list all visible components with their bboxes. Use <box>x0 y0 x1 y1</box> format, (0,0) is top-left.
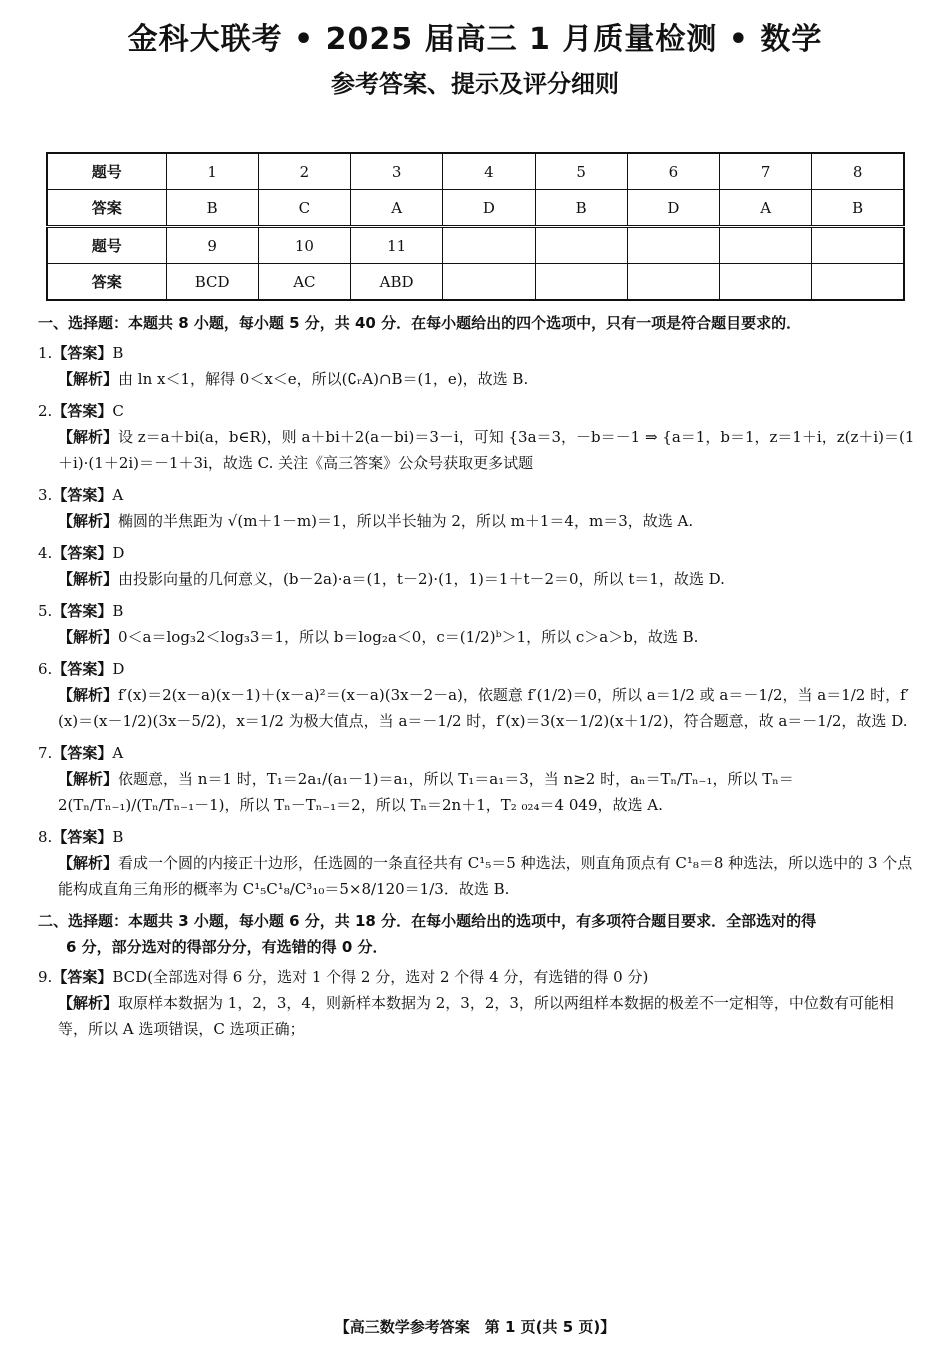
question-number: 9. <box>38 968 53 986</box>
table-cell <box>443 227 535 264</box>
answer-tag: 【答案】 <box>52 544 113 562</box>
table-header-answer: 答案 <box>47 190 166 227</box>
answer-tag: 【答案】 <box>52 828 113 846</box>
table-cell: B <box>535 190 627 227</box>
question-answer <box>38 398 918 424</box>
question-number: 2. <box>38 402 53 420</box>
question-number: 1. <box>38 344 53 362</box>
table-cell <box>535 227 627 264</box>
question-answer <box>38 656 918 682</box>
analysis-tag: 【解析】 <box>58 570 119 588</box>
analysis-tag: 【解析】 <box>58 628 119 646</box>
question-analysis <box>38 682 918 734</box>
analysis-text: 依题意，当 n＝1 时，T₁＝2a₁/(a₁－1)＝a₁，所以 T₁＝a₁＝3，当 n≥2 时，aₙ＝Tₙ/Tₙ₋₁，所以 Tₙ＝2(Tₙ/Tₙ₋₁)/(Tₙ/Tₙ₋₁－1)，所以 Tₙ－Tₙ₋₁＝2，所以 Tₙ＝2n＋1，T₂ ₀₂₄＝4 049，故选 A. <box>58 770 794 814</box>
table-cell: BCD <box>166 264 258 301</box>
question-analysis <box>38 566 918 592</box>
table-cell: 6 <box>627 153 719 190</box>
table-cell <box>720 227 812 264</box>
question-answer <box>38 740 918 766</box>
analysis-tag: 【解析】 <box>58 370 119 388</box>
table-cell: 1 <box>166 153 258 190</box>
table-cell: 5 <box>535 153 627 190</box>
page-footer: 【高三数学参考答案 第 1 页(共 5 页)】 <box>334 1318 616 1336</box>
question-answer <box>38 824 918 850</box>
answer-tag: 【答案】 <box>52 744 113 762</box>
table-cell: 7 <box>720 153 812 190</box>
table-cell: A <box>720 190 812 227</box>
answer-value: B <box>112 602 124 620</box>
question-analysis <box>38 508 918 534</box>
table-cell <box>535 264 627 301</box>
table-cell: 11 <box>351 227 443 264</box>
table-header-number: 题号 <box>47 227 166 264</box>
section-heading-line: 6 分，部分选对的得部分分，有选错的得 0 分． <box>66 938 388 956</box>
section-heading-line: 二、选择题：本题共 3 小题，每小题 6 分，共 18 分．在每小题给出的选项中，有多项符合题目要求．全部选对的得 <box>38 912 817 930</box>
table-cell <box>443 264 535 301</box>
question-number: 3. <box>38 486 53 504</box>
question-analysis <box>38 366 918 392</box>
analysis-text: 椭圆的半焦距为 √(m＋1－m)＝1，所以半长轴为 2，所以 m＋1＝4，m＝3，故选 A. <box>118 512 694 530</box>
answer-tag: 【答案】 <box>52 402 113 420</box>
analysis-text: 由 ln x＜1，解得 0＜x＜e，所以(∁ᵣA)∩B＝(1，e)，故选 B. <box>118 370 529 388</box>
answer-value: A <box>112 486 124 504</box>
question-answer <box>38 340 918 366</box>
answer-tag: 【答案】 <box>52 660 113 678</box>
answer-value: A <box>112 744 124 762</box>
table-cell <box>812 227 904 264</box>
question-answer <box>38 540 918 566</box>
table-cell: 8 <box>812 153 904 190</box>
answer-value: B <box>112 344 124 362</box>
answer-value: BCD(全部选对得 6 分，选对 1 个得 2 分，选对 2 个得 4 分，有选错的得 0 分) <box>112 968 649 986</box>
table-row <box>47 190 904 227</box>
analysis-text: f′(x)＝2(x－a)(x－1)＋(x－a)²＝(x－a)(3x－2－a)，依题意 f′(1/2)＝0，所以 a＝1/2 或 a＝－1/2，当 a＝1/2 时，f′(x)＝(x－1/2)(3x－5/2)，x＝1/2 为极大值点，当 a＝－1/2 时，f′(x)＝3(x－1/2)(x＋1/2)，符合题意，故 a＝－1/2，故选 D. <box>58 686 910 730</box>
table-cell: B <box>166 190 258 227</box>
table-cell: C <box>258 190 350 227</box>
section-heading: 一、选择题：本题共 8 小题，每小题 5 分，共 40 分．在每小题给出的四个选项中，只有一项是符合题目要求的． <box>38 314 802 332</box>
analysis-text: 看成一个圆的内接正十边形，任选圆的一条直径共有 C¹₅＝5 种选法，则直角顶点有 C¹₈＝8 种选法，所以选中的 3 个点能构成直角三角形的概率为 C¹₅C¹₈/C³₁₀＝5×8/120＝1/3．故选 B. <box>58 854 913 898</box>
section-heading <box>38 908 918 960</box>
analysis-tag: 【解析】 <box>58 770 119 788</box>
question-analysis <box>38 424 918 476</box>
analysis-text: 设 z＝a＋bi(a，b∈R)，则 a＋bi＋2(a－bi)＝3－i，可知 {3a＝3，－b＝－1 ⇒ {a＝1，b＝1，z＝1＋i，z(z＋i)＝(1＋i)·(1＋2i)＝－1＋3i，故选 C. 关注《高三答案》公众号获取更多试题 <box>58 428 915 472</box>
table-row <box>47 153 904 190</box>
table-cell: 2 <box>258 153 350 190</box>
answer-tag: 【答案】 <box>52 344 113 362</box>
table-cell: D <box>627 190 719 227</box>
answer-table <box>46 152 905 301</box>
question-number: 5. <box>38 602 53 620</box>
table-header-number: 题号 <box>47 153 166 190</box>
analysis-text: 由投影向量的几何意义，(b－2a)·a＝(1，t－2)·(1，1)＝1＋t－2＝0，所以 t＝1，故选 D. <box>118 570 725 588</box>
answer-tag: 【答案】 <box>52 486 113 504</box>
answer-value: C <box>112 402 124 420</box>
question-analysis <box>38 624 918 650</box>
question-answer <box>38 964 918 990</box>
page-subtitle: 参考答案、提示及评分细则 <box>331 70 619 98</box>
analysis-tag: 【解析】 <box>58 686 119 704</box>
table-cell <box>627 264 719 301</box>
analysis-tag: 【解析】 <box>58 428 119 446</box>
table-cell: 4 <box>443 153 535 190</box>
page-title: 金科大联考 • 2025 届高三 1 月质量检测 • 数学 <box>127 22 823 57</box>
answer-value: D <box>112 660 125 678</box>
table-cell: ABD <box>351 264 443 301</box>
question-number: 6. <box>38 660 53 678</box>
table-cell: AC <box>258 264 350 301</box>
question-analysis <box>38 850 918 902</box>
answer-tag: 【答案】 <box>52 968 113 986</box>
question-analysis <box>38 766 918 818</box>
answer-value: B <box>112 828 124 846</box>
table-row <box>47 264 904 301</box>
table-cell <box>812 264 904 301</box>
solutions-body <box>38 310 918 1048</box>
table-header-answer: 答案 <box>47 264 166 301</box>
table-row <box>47 227 904 264</box>
table-cell: 10 <box>258 227 350 264</box>
analysis-text: 0＜a＝log₃2＜log₃3＝1，所以 b＝log₂a＜0，c＝(1/2)ᵇ＞1，所以 c＞a＞b，故选 B. <box>118 628 699 646</box>
table-cell: A <box>351 190 443 227</box>
question-answer <box>38 482 918 508</box>
answer-value: D <box>112 544 125 562</box>
question-answer <box>38 598 918 624</box>
question-number: 8. <box>38 828 53 846</box>
table-cell: 9 <box>166 227 258 264</box>
answer-tag: 【答案】 <box>52 602 113 620</box>
table-cell: B <box>812 190 904 227</box>
table-cell <box>627 227 719 264</box>
table-cell: 3 <box>351 153 443 190</box>
analysis-text: 取原样本数据为 1，2，3，4，则新样本数据为 2，3，2，3，所以两组样本数据的极差不一定相等，中位数有可能相等，所以 A 选项错误，C 选项正确； <box>58 994 894 1038</box>
question-number: 4. <box>38 544 53 562</box>
question-analysis <box>38 990 918 1042</box>
analysis-tag: 【解析】 <box>58 994 119 1012</box>
table-cell: D <box>443 190 535 227</box>
analysis-tag: 【解析】 <box>58 854 119 872</box>
analysis-tag: 【解析】 <box>58 512 119 530</box>
table-cell <box>720 264 812 301</box>
question-number: 7. <box>38 744 53 762</box>
